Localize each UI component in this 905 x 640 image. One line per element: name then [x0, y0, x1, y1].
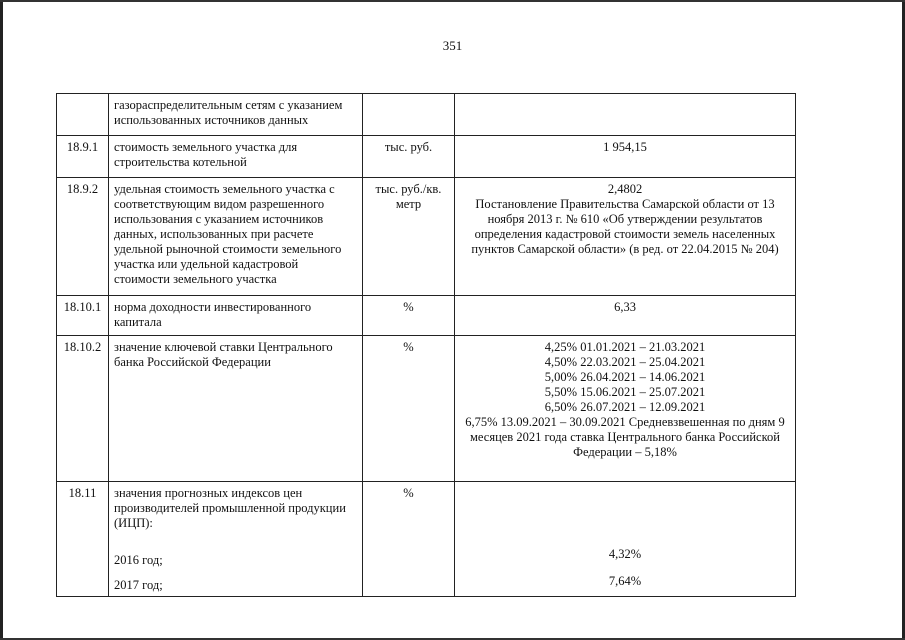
- row-description: значения прогнозных индексов цен производителей промышленной продукции (ИЦП): 2016 год; 2017 год;: [109, 482, 363, 597]
- row-number: 18.10.2: [57, 336, 109, 482]
- row-value: [455, 94, 796, 136]
- row-number: 18.11: [57, 482, 109, 597]
- sub-item-value: 4,32%: [608, 547, 642, 561]
- row-value: 1 954,15: [455, 136, 796, 178]
- row-description: значение ключевой ставки Центрального банка Российской Федерации: [109, 336, 363, 482]
- row-description: удельная стоимость земельного участка с соответствующим видом разрешенного использования с указанием источников данных, использованных при расчете удельной рыночной стоимости земельного участка или удельной кадастровой стоимости земельного участка: [109, 178, 363, 296]
- row-number: 18.10.1: [57, 296, 109, 336]
- row-value: 4,25% 01.01.2021 – 21.03.2021 4,50% 22.03.2021 – 25.04.2021 5,00% 26.04.2021 – 14.06.2021 5,50% 15.06.2021 – 25.07.2021 6,50% 26.07.2021 – 12.09.2021 6,75% 13.09.2021 – 30.09.2021 Средневзвешенная по дням 9 месяцев 2021 года ставка Центрального банка Российской Федерации – 5,18%: [455, 336, 796, 482]
- table-row: [57, 94, 796, 136]
- page-number: 351: [442, 38, 463, 53]
- row-unit: %: [363, 296, 455, 336]
- row-description: норма доходности инвестированного капитала: [109, 296, 363, 336]
- table-row: [57, 136, 796, 178]
- page-border-top: [0, 0, 905, 2]
- sub-item-label: 2017 год;: [114, 578, 163, 592]
- row-unit: тыс. руб./кв. метр: [363, 178, 455, 296]
- row-number: [57, 94, 109, 136]
- sub-item-value: 7,64%: [608, 574, 642, 588]
- sub-item-label: 2016 год;: [114, 553, 163, 567]
- table-row: [57, 296, 796, 336]
- row-description: газораспределительным сетям с указанием использованных источников данных: [109, 94, 363, 136]
- page-border-left: [0, 0, 3, 640]
- row-number: 18.9.1: [57, 136, 109, 178]
- row-value: 2,4802 Постановление Правительства Самарской области от 13 ноября 2013 г. № 610 «Об утверждении результатов определения кадастровой стоимости земель населенных пунктов Самарской области» (в ред. от 22.04.2015 № 204): [455, 178, 796, 296]
- row-value: 6,33: [455, 296, 796, 336]
- data-table: [56, 93, 796, 597]
- row-unit: тыс. руб.: [363, 136, 455, 178]
- table-row: [57, 482, 796, 597]
- row-unit: [363, 94, 455, 136]
- row-value: [455, 482, 796, 597]
- row-description: стоимость земельного участка для строительства котельной: [109, 136, 363, 178]
- row-number: 18.9.2: [57, 178, 109, 296]
- table-row: [57, 178, 796, 296]
- row-unit: %: [363, 336, 455, 482]
- row-unit: %: [363, 482, 455, 597]
- table-row: [57, 336, 796, 482]
